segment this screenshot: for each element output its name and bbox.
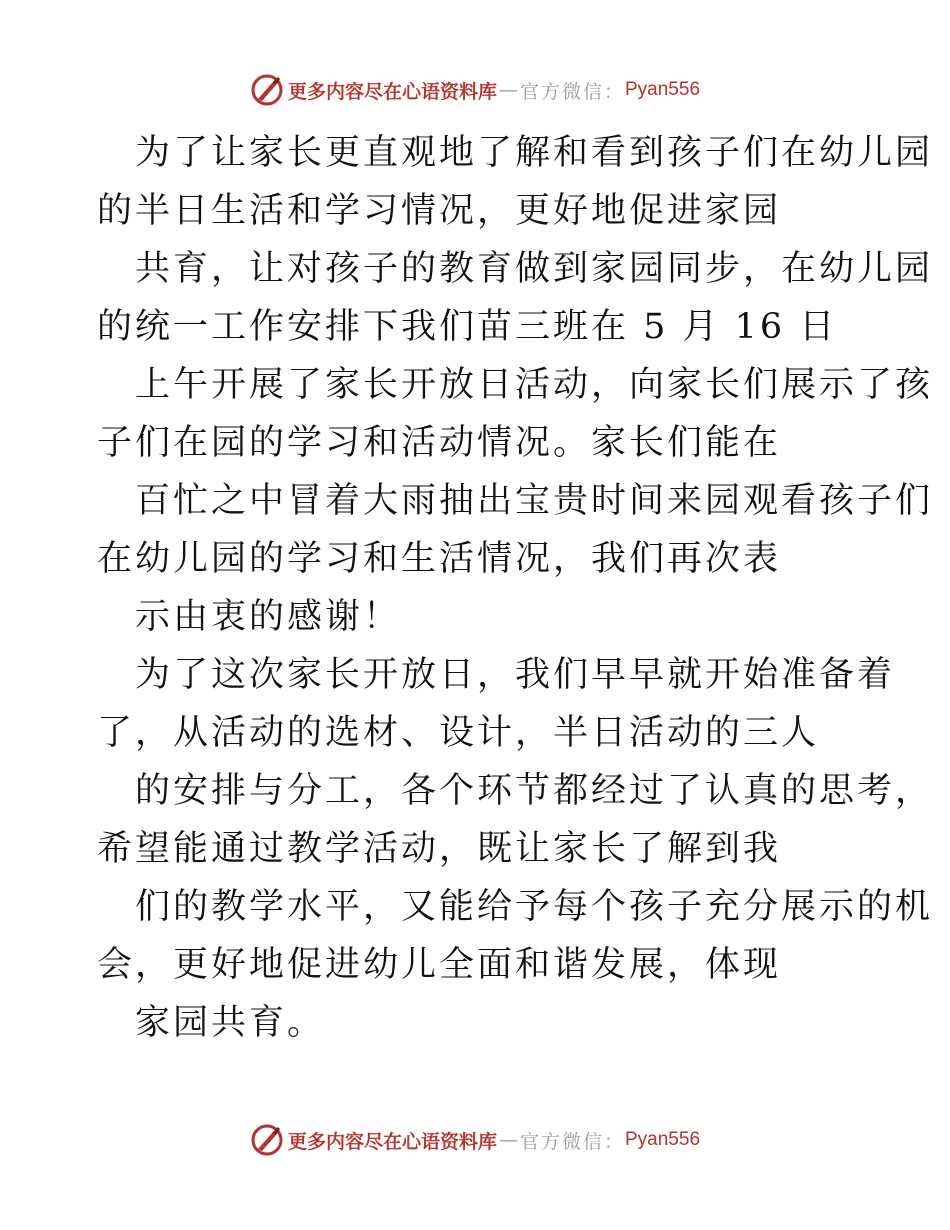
text-line: 会，更好地促进幼儿全面和谐发展，体现 [97, 945, 782, 985]
text-line: 的半日生活和学习情况，更好地促进家园 [97, 191, 782, 231]
text-line: 的安排与分工，各个环节都经过了认真的思考， [135, 771, 934, 811]
text-line: 共育，让对孩子的教育做到家园同步，在幼儿园 [135, 249, 934, 289]
footer-banner [0, 1120, 950, 1160]
banner-official-label: 官方微信： [519, 1130, 625, 1153]
text-line: 家园共育。 [135, 1003, 326, 1043]
quill-pen-logo-icon [250, 1123, 284, 1157]
text-line: 为了这次家长开放日，我们早早就开始准备着 [135, 655, 896, 695]
text-line: 了，从活动的选材、设计，半日活动的三人 [97, 713, 820, 753]
text-line: 的统一工作安排下我们苗三班在 5 月 16 日 [97, 307, 838, 347]
banner-separator: — [498, 79, 518, 101]
header-banner [0, 70, 950, 110]
banner-wechat-id: Pyan556 [625, 79, 701, 100]
text-line: 在幼儿园的学习和生活情况，我们再次表 [97, 539, 782, 579]
quill-pen-logo-icon [250, 73, 284, 107]
banner-brand: 更多内容尽在心语资料库 [287, 1130, 497, 1153]
banner-brand: 更多内容尽在心语资料库 [287, 80, 497, 103]
text-line: 百忙之中冒着大雨抽出宝贵时间来园观看孩子们 [135, 481, 934, 521]
banner-official-label: 官方微信： [519, 80, 625, 103]
text-line: 希望能通过教学活动，既让家长了解到我 [97, 829, 782, 869]
text-line: 子们在园的学习和活动情况。家长们能在 [97, 423, 782, 463]
banner-separator: — [498, 1129, 518, 1151]
text-line: 示由衷的感谢！ [135, 597, 402, 637]
text-line: 为了让家长更直观地了解和看到孩子们在幼儿园 [135, 133, 934, 173]
banner-wechat-id: Pyan556 [625, 1129, 701, 1150]
text-line: 们的教学水平，又能给予每个孩子充分展示的机 [135, 887, 934, 927]
article-body [97, 124, 934, 1052]
text-line: 上午开展了家长开放日活动，向家长们展示了孩 [135, 365, 934, 405]
